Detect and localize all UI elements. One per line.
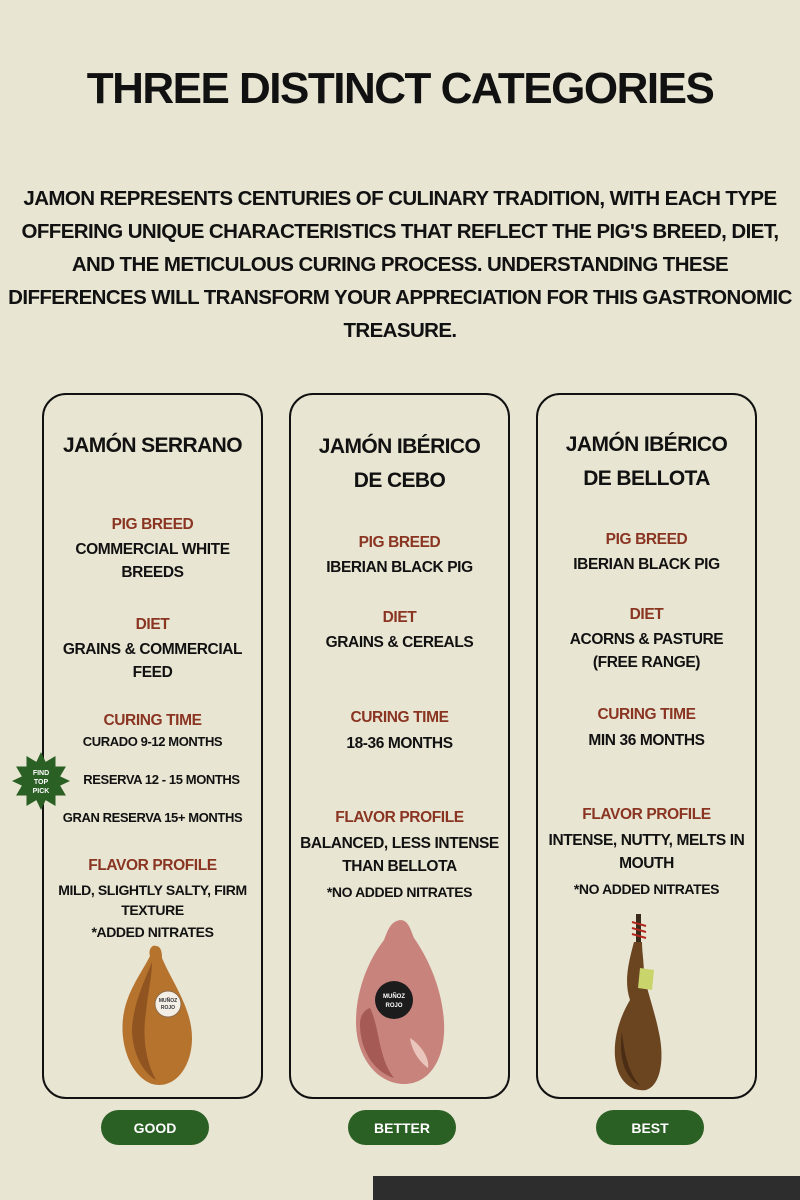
bellota-ham-image bbox=[610, 912, 666, 1094]
pig-breed-value: IBERIAN BLACK PIG bbox=[326, 559, 473, 576]
diet-value: GRAINS & COMMERCIAL FEED bbox=[62, 641, 243, 681]
footer-bar bbox=[373, 1176, 800, 1200]
badge-line-2: TOP bbox=[33, 779, 49, 786]
flavor-profile-value: MILD, SLIGHTLY SALTY, FIRM TEXTURE bbox=[58, 882, 247, 918]
curing-curado: CURADO 9-12 MONTHS bbox=[82, 734, 223, 749]
pig-breed-value: COMMERCIAL WHITE BREEDS bbox=[75, 541, 230, 581]
nitrates-note: *NO ADDED NITRATES bbox=[326, 884, 473, 900]
rating-best-button[interactable]: BEST bbox=[596, 1110, 704, 1145]
rating-good-button[interactable]: GOOD bbox=[101, 1110, 209, 1145]
nitrates-note: *NO ADDED NITRATES bbox=[573, 881, 720, 897]
pig-breed-value: IBERIAN BLACK PIG bbox=[573, 556, 720, 573]
card-title-line-2: DE CEBO bbox=[353, 469, 446, 492]
flavor-profile-value: BALANCED, LESS INTENSE THAN BELLOTA bbox=[300, 835, 499, 875]
pig-breed-label: PIG BREED bbox=[358, 534, 441, 551]
intro-paragraph: JAMON REPRESENTS CENTURIES OF CULINARY TRADITION, WITH EACH TYPE OFFERING UNIQUE CHARACTERISTICS THAT REFLECT THE PIG'S BREED, DIET, AND THE METICULOUS CURING PROCESS. UNDERSTANDING THESE DIFFERENCES WILL TRANSFORM YOUR APPRECIATION FOR THIS GASTRONOMIC TREASURE. bbox=[8, 187, 792, 342]
flavor-profile-label: FLAVOR PROFILE bbox=[88, 857, 217, 874]
diet-value: GRAINS & CEREALS bbox=[325, 634, 474, 651]
page-title: THREE DISTINCT CATEGORIES bbox=[86, 64, 714, 113]
card-title bbox=[546, 428, 747, 496]
diet-label: DIET bbox=[135, 616, 170, 633]
nitrates-note: *ADDED NITRATES bbox=[91, 924, 214, 940]
curing-gran-reserva: GRAN RESERVA 15+ MONTHS bbox=[62, 810, 243, 825]
svg-text:ROJO: ROJO bbox=[160, 1005, 176, 1011]
diet-value bbox=[544, 628, 749, 674]
flavor-profile-label: FLAVOR PROFILE bbox=[335, 809, 464, 826]
diet-line-2: (FREE RANGE) bbox=[592, 654, 701, 671]
serrano-ham-image bbox=[112, 942, 202, 1088]
card-title bbox=[299, 430, 500, 498]
pig-breed-label: PIG BREED bbox=[111, 516, 194, 533]
badge-line-1: FIND bbox=[32, 770, 50, 777]
card-title-line-1: JAMÓN IBÉRICO bbox=[318, 435, 481, 458]
curing-time-label: CURING TIME bbox=[597, 706, 696, 723]
diet-label: DIET bbox=[382, 609, 417, 626]
card-title: JAMÓN SERRANO bbox=[63, 434, 242, 457]
flavor-profile-value: INTENSE, NUTTY, MELTS IN MOUTH bbox=[548, 832, 745, 872]
curing-time-value: MIN 36 MONTHS bbox=[588, 732, 705, 749]
diet-line-1: ACORNS & PASTURE bbox=[569, 631, 724, 648]
flavor-profile-label: FLAVOR PROFILE bbox=[582, 806, 711, 823]
svg-text:MUÑOZ: MUÑOZ bbox=[383, 994, 405, 1000]
curing-time-value: 18-36 MONTHS bbox=[346, 735, 453, 752]
card-title-line-1: JAMÓN IBÉRICO bbox=[565, 433, 728, 456]
pig-breed-label: PIG BREED bbox=[605, 531, 688, 548]
top-pick-badge-label[interactable] bbox=[18, 769, 64, 796]
cebo-ham-image bbox=[350, 918, 450, 1088]
rating-better-button[interactable]: BETTER bbox=[348, 1110, 456, 1145]
curing-time-label: CURING TIME bbox=[103, 712, 202, 729]
card-title-line-2: DE BELLOTA bbox=[583, 467, 710, 490]
curing-reserva: RESERVA 12 - 15 MONTHS bbox=[83, 772, 240, 787]
badge-line-3: PICK bbox=[32, 788, 50, 795]
diet-label: DIET bbox=[629, 606, 664, 623]
svg-text:MUÑOZ: MUÑOZ bbox=[158, 998, 178, 1004]
svg-text:ROJO: ROJO bbox=[385, 1003, 403, 1009]
curing-time-label: CURING TIME bbox=[350, 709, 449, 726]
